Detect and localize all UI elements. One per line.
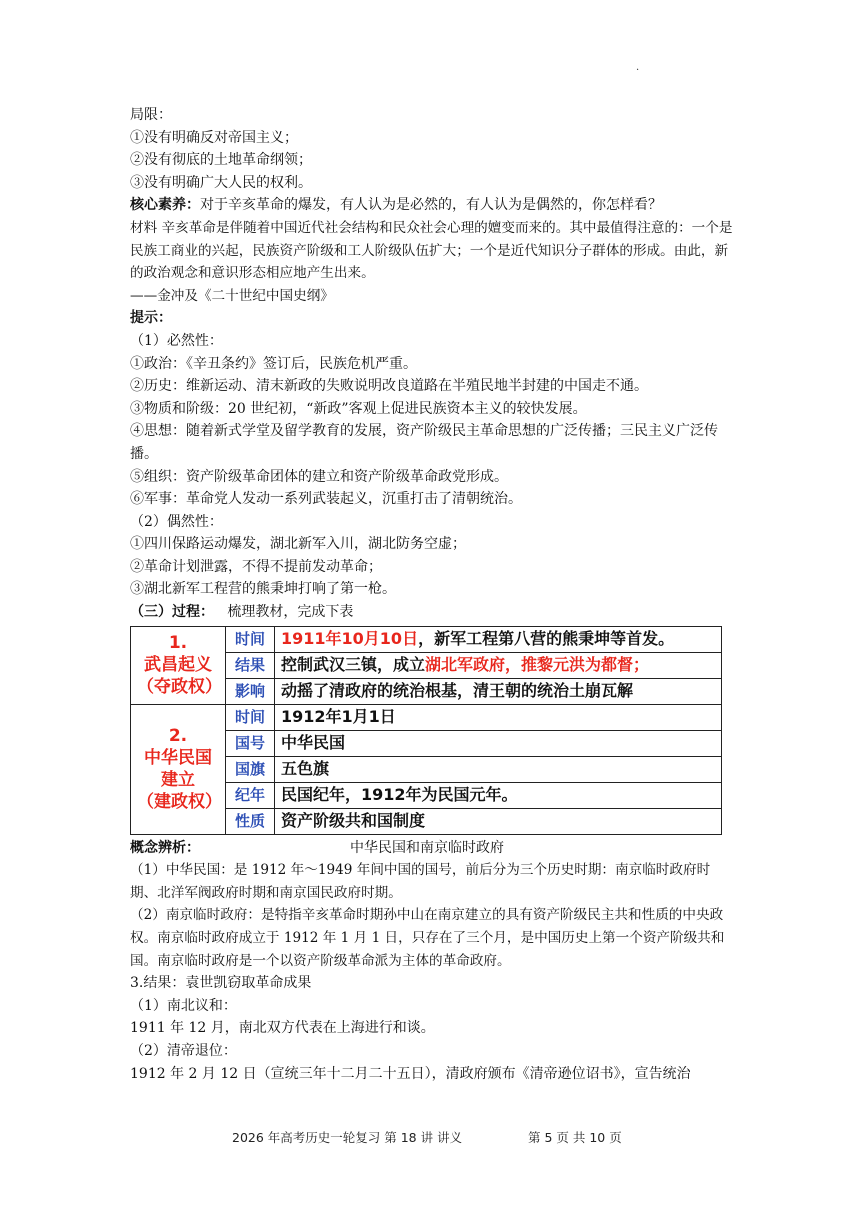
roc-title-2: 建立 xyxy=(161,770,195,791)
core-question: 对于辛亥革命的爆发，有人认为是必然的，有人认为是偶然的，你怎样看？ xyxy=(200,197,662,214)
table-row xyxy=(131,704,722,730)
limit-item: ③没有明确广大人民的权利。 xyxy=(130,174,312,191)
header-mark: . xyxy=(636,62,640,73)
date-rest: ，新军工程第八营的熊秉坤等首发。 xyxy=(418,628,675,648)
row-label: 影响 xyxy=(226,678,275,704)
concept-title: 中华民国和南京临时政府 xyxy=(350,839,504,856)
row-value: 民国纪年，1912年为民国元年。 xyxy=(275,782,722,808)
concept-label: 概念辨析： xyxy=(130,839,200,856)
page-number: 第 5 页 共 10 页 xyxy=(528,1130,622,1145)
row-label: 国旗 xyxy=(226,756,275,782)
necessity-title: （1）必然性： xyxy=(130,332,223,349)
wuchang-subtitle: （夺政权） xyxy=(137,677,222,698)
row-value: 资产阶级共和国制度 xyxy=(275,808,722,834)
roc-subtitle: （建政权） xyxy=(137,792,222,813)
core-source: ——金冲及《二十世纪中国史纲》 xyxy=(130,287,334,304)
necessity-item: ③物质和阶级：20 世纪初，“新政”客观上促进民族资本主义的较快发展。 xyxy=(130,400,587,417)
row-label: 时间 xyxy=(226,626,275,652)
chance-item: ①四川保路运动爆发，湖北新军入川，湖北防务空虚； xyxy=(130,536,466,553)
result-subtitle: （2）清帝退位： xyxy=(130,1043,237,1059)
row-label: 国号 xyxy=(226,730,275,756)
row-value: 1912年1月1日 xyxy=(275,704,722,730)
result-text: 1912 年 2 月 12 日（宣统三年十二月二十五日），清政府颁布《清帝逊位诏书》，宣告统治 xyxy=(130,1065,691,1082)
necessity-item: ⑥军事：革命党人发动一系列武装起义，沉重打击了清朝统治。 xyxy=(130,491,522,508)
wuchang-title: 武昌起义 xyxy=(144,655,212,676)
page-content xyxy=(130,104,736,1085)
hint-label: 提示： xyxy=(130,310,172,327)
core-literacy xyxy=(130,194,736,217)
roc-number: 2. xyxy=(168,726,188,747)
chance-item: ②革命计划泄露，不得不提前发动革命； xyxy=(130,558,382,575)
process-heading xyxy=(130,601,736,624)
row-value xyxy=(275,626,722,652)
chance-item: ③湖北新军工程营的熊秉坤打响了第一枪。 xyxy=(130,581,396,598)
date-highlight: 1911年10月10日 xyxy=(281,628,419,648)
wuchang-number: 1. xyxy=(168,633,188,654)
result-title: 3.结果：袁世凯窃取革命成果 xyxy=(130,975,312,992)
limits-title: 局限： xyxy=(130,107,172,123)
concept-paragraph: （1）中华民国：是 1912 年～1949 年间中国的国号，前后分为三个历史时期：南京临时政府时期、北洋军阀政府时期和南京国民政府时期。 xyxy=(130,862,711,901)
process-text: 梳理教材，完成下表 xyxy=(227,604,354,621)
result-highlight: 湖北军政府，推黎元洪为都督； xyxy=(425,654,650,674)
necessity-item: ⑤组织：资产阶级革命团体的建立和资产阶级革命政党形成。 xyxy=(130,468,508,485)
row-value: 动摇了清政府的统治根基，清王朝的统治土崩瓦解 xyxy=(275,678,722,704)
wuchang-header xyxy=(131,626,226,704)
process-label: （三）过程： xyxy=(130,604,214,621)
row-value: 中华民国 xyxy=(275,730,722,756)
revolution-table xyxy=(130,626,722,835)
core-material: 材料 辛亥革命是伴随着中国近代社会结构和民众社会心理的嬗变而来的。其中最值得注意的：一个是民族工商业的兴起，民族资产阶级和工人阶级队伍扩大；一个是近代知识分子群体的形成。由此，新的政治观念和意识形态相应地产生出来。 xyxy=(130,219,733,282)
table-row xyxy=(131,626,722,652)
roc-header xyxy=(131,704,226,834)
core-label: 核心素养： xyxy=(130,197,200,214)
result-pre: 控制武汉三镇，成立 xyxy=(281,654,426,674)
limit-item: ①没有明确反对帝国主义； xyxy=(130,129,298,146)
concept-paragraph: （2）南京临时政府：是特指辛亥革命时期孙中山在南京建立的具有资产阶级民主共和性质的中央政权。南京临时政府成立于 1912 年 1 月 1 日，只存在了三个月，是中国历史上第一个资产阶级共和国。南京临时政府是一个以资产阶级革命派为主体的革命政府。 xyxy=(130,907,725,969)
concept-heading xyxy=(130,837,736,860)
necessity-item: ②历史：维新运动、清末新政的失败说明改良道路在半殖民地半封建的中国走不通。 xyxy=(130,378,648,395)
row-label: 时间 xyxy=(226,704,275,730)
row-value: 五色旗 xyxy=(275,756,722,782)
chance-title: （2）偶然性： xyxy=(130,513,223,530)
result-text: 1911 年 12 月，南北双方代表在上海进行和谈。 xyxy=(130,1020,435,1037)
roc-title: 中华民国 xyxy=(144,748,212,769)
row-label: 性质 xyxy=(226,808,275,834)
footer-title: 2026 年高考历史一轮复习 第 18 讲 讲义 xyxy=(232,1130,463,1145)
row-value xyxy=(275,652,722,678)
limit-item: ②没有彻底的土地革命纲领； xyxy=(130,152,312,169)
necessity-item: ①政治：《辛丑条约》签订后，民族危机严重。 xyxy=(130,355,417,372)
row-label: 纪年 xyxy=(226,782,275,808)
result-subtitle: （1）南北议和： xyxy=(130,997,237,1014)
necessity-item: ④思想：随着新式学堂及留学教育的发展，资产阶级民主革命思想的广泛传播；三民主义广泛传播。 xyxy=(130,423,718,462)
row-label: 结果 xyxy=(226,652,275,678)
